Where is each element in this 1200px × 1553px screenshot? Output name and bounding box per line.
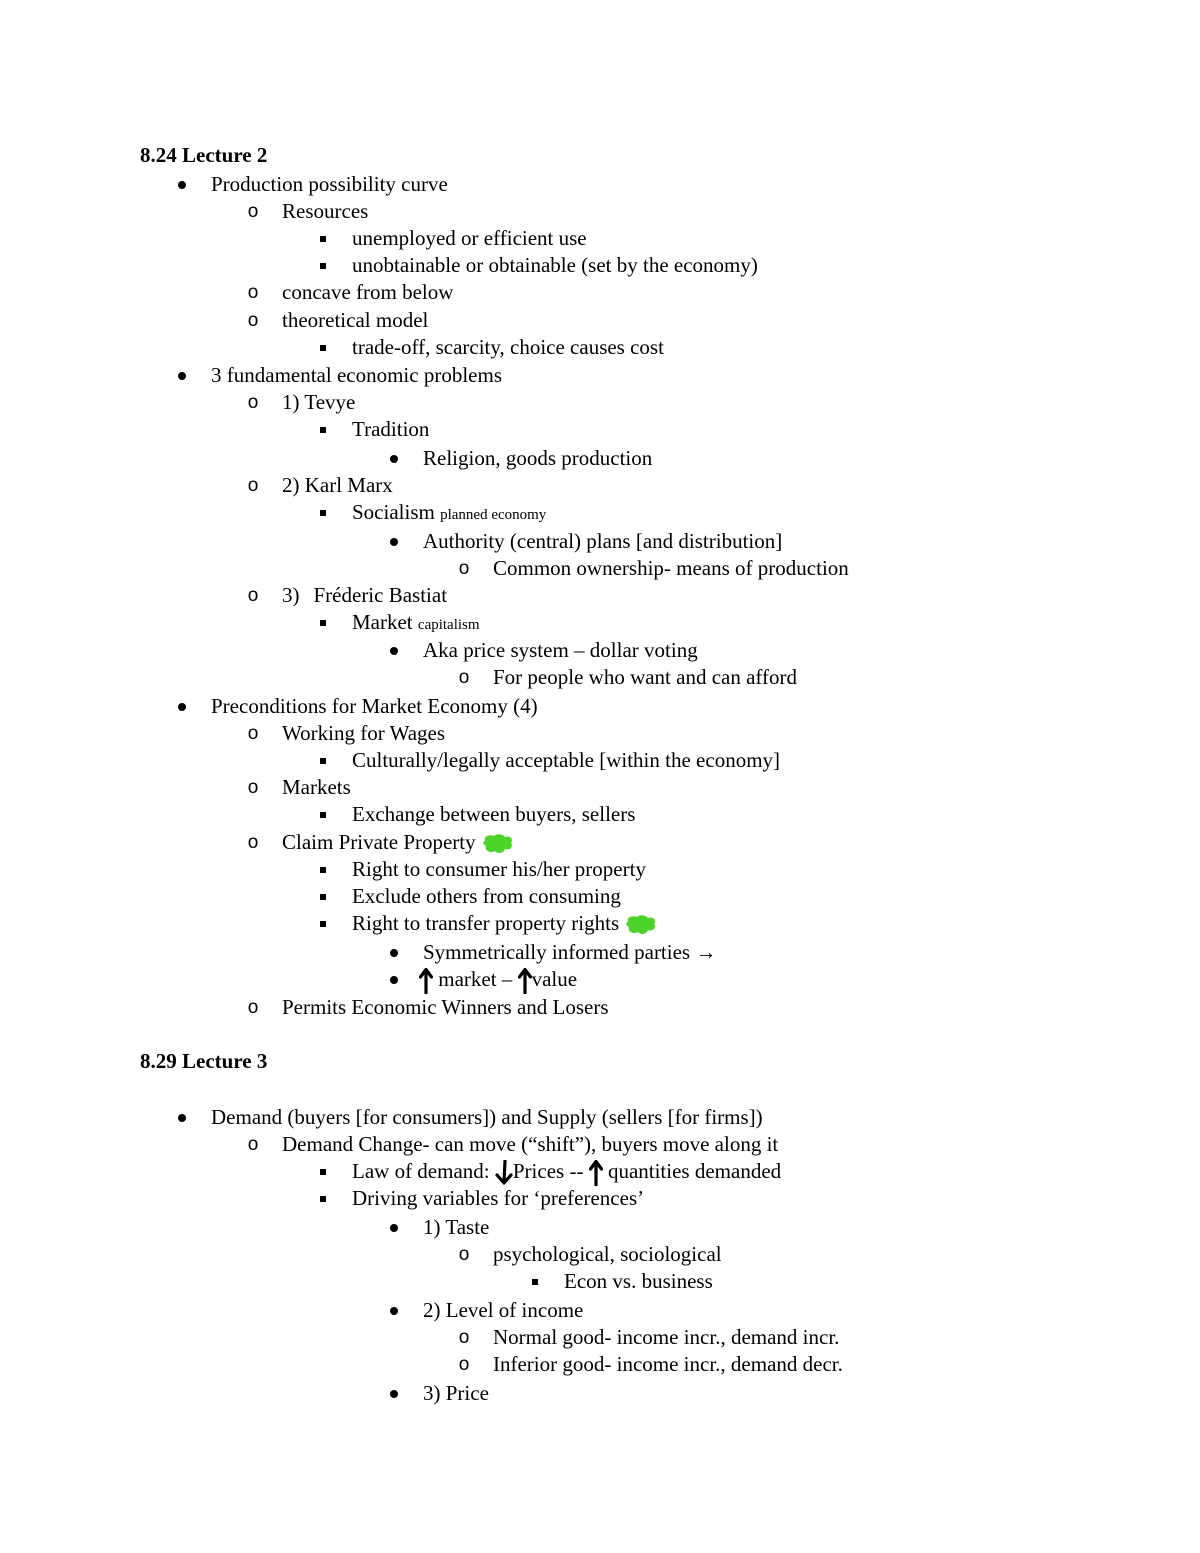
list-item: o 2) Karl Marx	[247, 473, 393, 497]
list-item: trade-off, scarcity, choice causes cost	[352, 335, 664, 359]
list-item: Econ vs. business	[564, 1269, 713, 1293]
list-item: o Normal good- income incr., demand incr.	[458, 1325, 840, 1349]
list-item: o Resources	[247, 199, 369, 223]
bullet-circle: o	[458, 1327, 470, 1348]
transfer-text: Right to transfer property rights	[352, 911, 620, 935]
bullet-circle: o	[247, 310, 259, 331]
list-item: o For people who want and can afford	[458, 665, 798, 689]
list-item: Culturally/legally acceptable [within the economy]	[352, 748, 781, 772]
bullet-circle: o	[247, 997, 259, 1018]
list-item: o Common ownership- means of production	[458, 556, 849, 580]
bullet-circle: o	[247, 777, 259, 798]
list-item: Demand (buyers [for consumers]) and Supply (sellers [for firms])	[211, 1105, 763, 1129]
list-item: o theoretical model	[247, 308, 429, 332]
list-item	[246, 582, 447, 609]
bullet-circle: o	[247, 832, 259, 853]
right-arrow-icon: →	[695, 940, 717, 964]
list-item: o Inferior good- income incr., demand decr.	[458, 1352, 843, 1376]
list-item: Preconditions for Market Economy (4)	[211, 694, 538, 718]
list-item: o psychological, sociological	[458, 1242, 722, 1266]
planned-economy-note: planned economy	[440, 507, 547, 523]
market-text: Market	[352, 610, 413, 634]
bastiat-number: 3)	[282, 583, 300, 607]
list-item	[316, 499, 546, 526]
list-item	[387, 939, 716, 966]
bullet-circle: o	[458, 1244, 470, 1265]
list-item: o 1) Tevye	[247, 390, 356, 414]
bullet-circle: o	[247, 475, 259, 496]
list-item	[246, 829, 514, 856]
list-item: unemployed or efficient use	[352, 226, 587, 250]
bullet-circle: o	[247, 1134, 259, 1155]
list-item: 3) Price	[423, 1381, 489, 1405]
green-highlight-mark	[482, 833, 514, 855]
bullet-circle: o	[458, 667, 470, 688]
socialism-text: Socialism	[352, 500, 435, 524]
list-item: 2) Level of income	[423, 1298, 584, 1322]
list-item: Exclude others from consuming	[352, 884, 621, 908]
list-item: unobtainable or obtainable (set by the economy)	[352, 253, 758, 277]
list-item	[387, 966, 577, 993]
list-item: o Working for Wages	[247, 721, 446, 745]
bullet-circle: o	[247, 723, 259, 744]
bullet-circle: o	[458, 1354, 470, 1375]
symmetric-text: Symmetrically informed parties	[423, 940, 691, 964]
list-item: o concave from below	[247, 280, 454, 304]
lecture-3-heading: 8.29 Lecture 3	[140, 1049, 268, 1073]
bullet-circle: o	[247, 201, 259, 222]
list-item	[316, 609, 480, 636]
list-item: o Markets	[247, 775, 351, 799]
list-item: Religion, goods production	[423, 446, 653, 470]
value-word: value	[531, 967, 578, 991]
law-quantities: quantities demanded	[607, 1159, 782, 1183]
down-arrow-icon	[495, 1160, 513, 1186]
list-item: 3 fundamental economic problems	[211, 363, 502, 387]
market-word: market –	[438, 967, 513, 991]
law-prices: Prices --	[512, 1159, 584, 1183]
list-item: 1) Taste	[423, 1215, 490, 1239]
up-arrow-icon	[419, 968, 433, 994]
up-arrow-icon	[589, 1160, 603, 1186]
list-item: Exchange between buyers, sellers	[352, 802, 636, 826]
up-arrow-icon	[518, 968, 532, 994]
list-item: Right to consumer his/her property	[352, 857, 646, 881]
claim-text: Claim Private Property	[282, 830, 476, 854]
bullet-circle: o	[458, 558, 470, 579]
bullet-circle: o	[247, 282, 259, 303]
list-item: Tradition	[352, 417, 430, 441]
list-item: Driving variables for ‘preferences’	[352, 1186, 645, 1210]
bullet-circle: o	[247, 392, 259, 413]
bullet-circle: o	[247, 585, 259, 606]
lecture-2-heading: 8.24 Lecture 2	[140, 143, 268, 167]
law-prefix: Law of demand:	[352, 1159, 490, 1183]
list-item: Production possibility curve	[211, 172, 448, 196]
green-highlight-mark	[625, 914, 657, 936]
list-item: Aka price system – dollar voting	[423, 638, 698, 662]
list-item: o Permits Economic Winners and Losers	[247, 995, 609, 1019]
capitalism-note: capitalism	[417, 617, 480, 633]
bastiat-text: Fréderic Bastiat	[313, 583, 448, 607]
list-item: Authority (central) plans [and distribution]	[423, 529, 783, 553]
list-item: o Demand Change- can move (“shift”), buyers move along it	[247, 1132, 779, 1156]
list-item	[316, 1158, 781, 1185]
list-item	[316, 910, 657, 937]
